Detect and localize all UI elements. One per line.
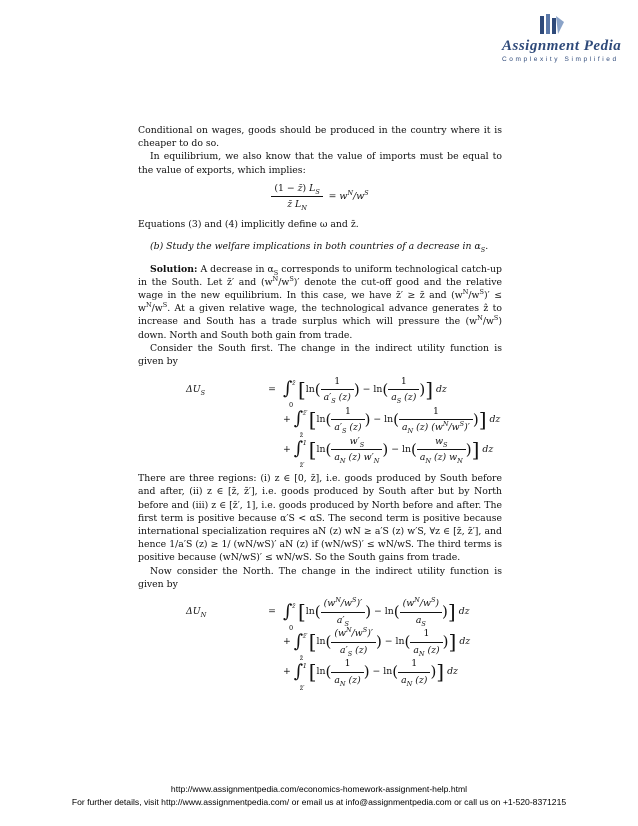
- footer-url[interactable]: http://www.assignmentpedia.com/economics-homework-assignment-help.html: [170, 784, 468, 794]
- paragraph-three-regions: There are three regions: (i) z ∈ [0, z̄], i.e. goods produced by South before and after, (ii) z ∈ [z̄, z̄′], i.e. goods produced by South after but by North before and (iii) z ∈ [z̄′, 1], i.e. goods produced by North before and after. The first term is positive because α′S < αS. The second term is positive because international specialization requires aN (z) wN ≥ a′S (z) w′S, ∀z ∈ [z̄, z̄′], and hence 1/a′S (z) ≥ 1/ (wN/wS)′ aN (z) if (wN/wS)′ ≤ wN/wS. The third terms is positive because (wN/wS)′ ≤ wN/wS. So the South gains from trade.: [138, 473, 502, 564]
- trade-balance-equation: $\frac{(1 - z̄) L_S}{z̄ L_N}$ = $w^N/w^S$: [138, 182, 502, 211]
- delta-us-equation: $\Delta U_S$ = ∫ z̄ 0 [ln( $\frac{1}{a'_S (z)}$ ) − ln( $\frac{1}{a_S (z)}$ )] dz + ∫ z̄′ z̄ [ln( $\frac{1}{a'_S (z)}$ ) − ln( $\frac{1}{a_N (z) (w^N/w^S)'}$ )] dz + ∫ 1 z̄′ [ln( $\frac{w'_S}{a_N (z) w'_N}$ ) − ln( $\frac{w_S}{a_N (z) w_N}$ )] dz: [186, 375, 501, 470]
- paragraph-conditional: Conditional on wages, goods should be produced in the country where it is cheaper to do so.: [138, 125, 502, 150]
- footer-contact: For further details, visit http://www.assignmentpedia.com/ or email us at info@assignmentpedia.com or call us on +1-520-8371215: [71, 797, 567, 807]
- paragraph-equilibrium: In equilibrium, we also know that the value of imports must be equal to the value of exports, which implies:: [138, 151, 502, 176]
- logo-mark-icon: [538, 12, 566, 38]
- question-b: (b) Study the welfare implications in both countries of a decrease in $\alpha_S$.: [150, 241, 489, 255]
- paragraph-solution: Solution: A decrease in $\alpha_S$ corresponds to uniform technological catch-up in the South. Let z̄′ and $(w^N/w^S)'$ denote the cut-off good and the relative wage in the new equilibrium. In this case, we have z̄′ ≥ z̄ and $(w^N/w^S)' \le w^N/w^S$. At a given relative wage, the technological advance generates ẑ to increase and South has a trade surplus which will pressure the $(w^N/w^S)$ down. North and South both gain from trade.: [138, 263, 502, 341]
- paragraph-equations-define: Equations (3) and (4) implicitly define ω and z̄.: [138, 219, 359, 231]
- paragraph-consider-south: Consider the South first. The change in the indirect utility function is given by: [138, 342, 502, 368]
- paragraph-consider-north: Now consider the North. The change in the indirect utility function is given by: [138, 565, 502, 590]
- logo-tagline: Complexity Simplified: [502, 56, 619, 63]
- delta-un-equation: $\Delta U_N$ = ∫ z̄ 0 [ln( $\frac{(w^N/w^S)'}{a'_S}$ ) − ln( $\frac{(w^N/w^S)}{a_S}$ )] dz + ∫ z̄′ z̄ [ln( $\frac{(w^N/w^S)'}{a'_S (z)}$ ) − ln( $\frac{1}{a_N (z)}$ )] dz + ∫ 1 z̄′ [ln( $\frac{1}{a_N (z)}$ ) − ln( $\frac{1}{a_N (z)}$ )] dz: [186, 596, 471, 693]
- assignmentpedia-logo: [480, 8, 630, 68]
- document-body: [138, 124, 502, 695]
- logo-title: Assignment Pedia: [502, 38, 622, 54]
